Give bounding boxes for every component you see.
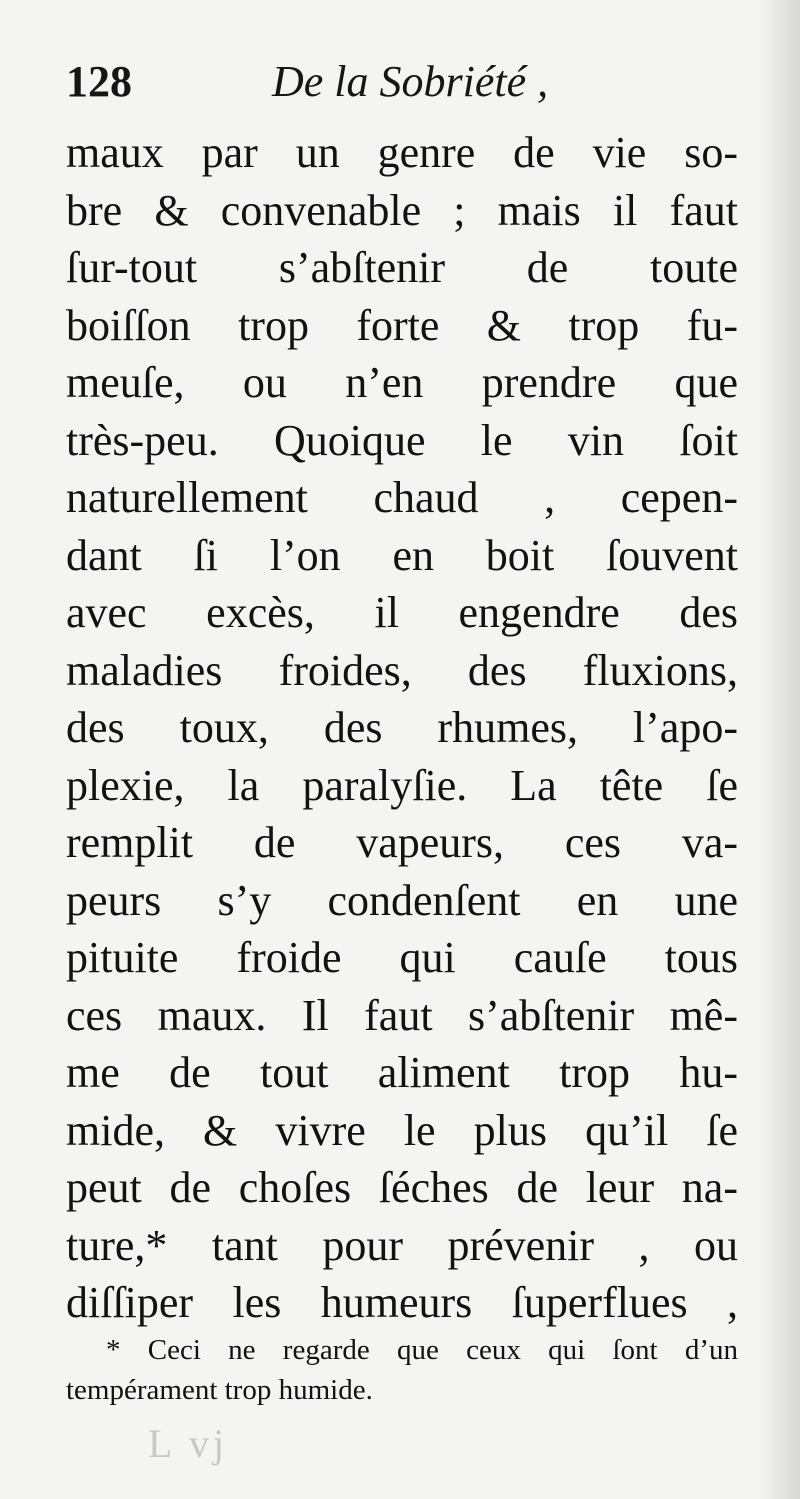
text-line: peut de choſes ſéches de leur na-	[66, 1163, 738, 1212]
text-line: naturellement chaud , cepen-	[66, 473, 738, 522]
text-line: meuſe, ou n’en prendre que	[66, 358, 738, 407]
text-line: très-peu. Quoique le vin ſoit	[66, 415, 738, 465]
footnote-line: * Ceci ne regarde que ceux qui ſont d’un	[106, 1334, 738, 1366]
text-line: me de tout aliment trop hu-	[66, 1048, 738, 1097]
text-line: boiſſon trop forte & trop fu-	[66, 300, 738, 350]
text-line: des toux, des rhumes, l’apo-	[66, 703, 738, 752]
footnote	[66, 1330, 738, 1410]
text-line: mide, & vivre le plus qu’il ſe	[66, 1105, 738, 1155]
text-line: pituite froide qui cauſe tous	[66, 933, 738, 982]
footnote-line: tempérament trop humide.	[66, 1374, 373, 1406]
text-line: ces maux. Il faut s’abſtenir mê-	[66, 990, 738, 1040]
text-line: avec excès, il engendre des	[66, 588, 738, 637]
text-line: maladies froides, des fluxions,	[66, 645, 738, 695]
text-line: ture,* tant pour prévenir , ou	[66, 1220, 738, 1270]
page-number: 128	[66, 57, 132, 106]
page-edge-shadow	[760, 0, 800, 1499]
text-line: ſur-tout s’abſtenir de toute	[66, 243, 738, 292]
text-line: bre & convenable ; mais il faut	[66, 185, 738, 235]
page-header	[66, 56, 746, 116]
running-head: De la Sobriété ,	[272, 57, 549, 106]
text-line: remplit de vapeurs, ces va-	[66, 818, 738, 867]
text-line: diſſiper les humeurs ſuperflues ,	[66, 1278, 738, 1327]
text-line: dant ſi l’on en boit ſouvent	[66, 530, 738, 580]
text-line: peurs s’y condenſent en une	[66, 875, 738, 925]
body-text	[66, 124, 738, 1332]
text-line: maux par un genre de vie so-	[66, 128, 738, 177]
text-line: plexie, la paralyſie. La tête ſe	[66, 760, 738, 810]
signature-mark: L vj	[148, 1421, 229, 1466]
